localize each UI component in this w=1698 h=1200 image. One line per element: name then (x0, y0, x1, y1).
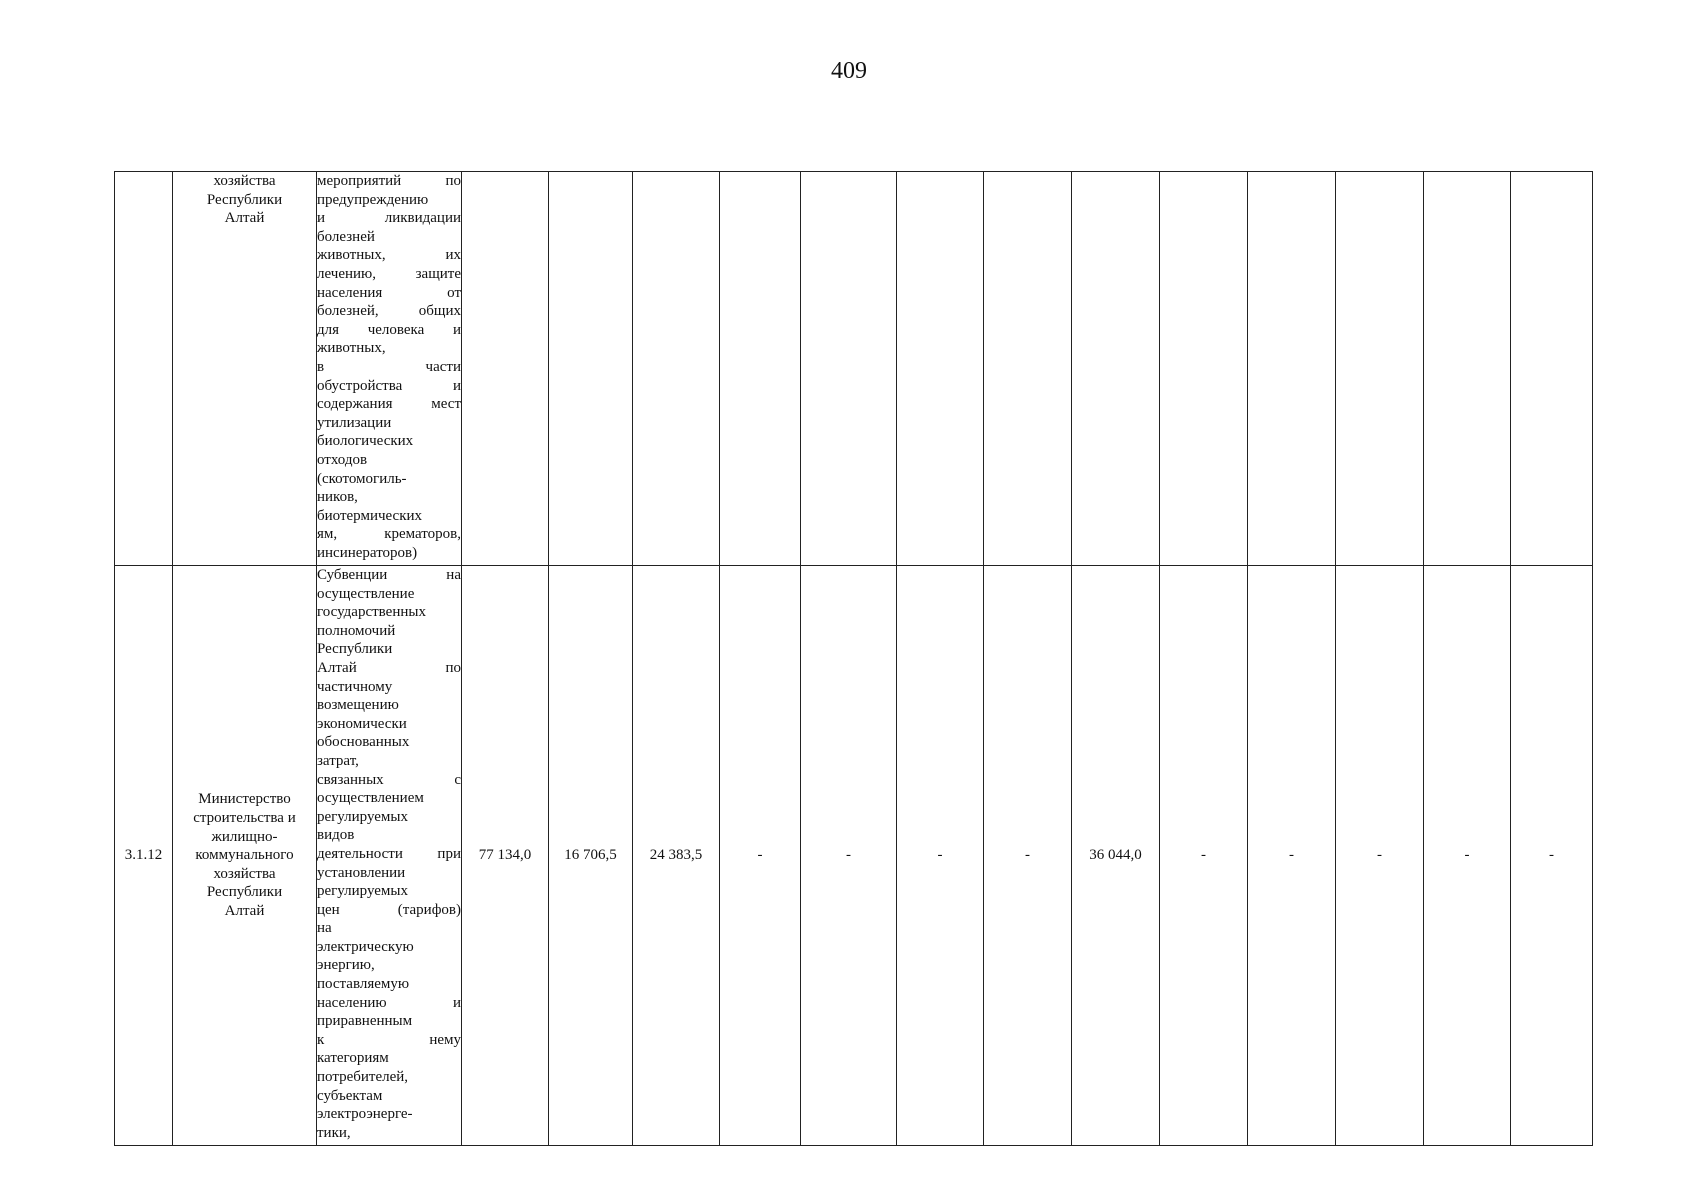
executor-line: Республики (206, 191, 283, 208)
value-cell (984, 172, 1072, 566)
value-cell: - (1160, 566, 1248, 1146)
description-line: животных, (317, 340, 386, 357)
value-cell: 36 044,0 (1072, 566, 1160, 1146)
value-cell: - (984, 566, 1072, 1146)
description-line: Республики (317, 641, 393, 658)
description-line: затрат, (317, 752, 359, 769)
row-number-cell: 3.1.12 (115, 566, 173, 1146)
executor-line: строительства и (193, 810, 296, 827)
value-cell (801, 172, 897, 566)
description-line: предупреждению (317, 191, 429, 208)
value-cell (633, 172, 720, 566)
executor-line: коммунального (195, 847, 294, 864)
description-line: приравненным (317, 1013, 413, 1030)
value-cell: - (1424, 566, 1511, 1146)
description-line: деятельности при (317, 845, 461, 862)
description-line: энергию, (317, 957, 375, 974)
description-line: электрическую (317, 938, 414, 955)
description-line: видов (317, 827, 355, 844)
value-cell (1336, 172, 1424, 566)
value-cell (462, 172, 549, 566)
description-line: частичному (317, 678, 393, 695)
description-line: обустройства и (317, 377, 461, 394)
description-line: ям, крематоров, (317, 526, 461, 543)
description-line: экономически (317, 715, 407, 732)
page-number: 409 (831, 58, 867, 84)
description-line: связанных с (317, 771, 461, 788)
description-line: населения от (317, 284, 461, 301)
executor-line: хозяйства (213, 865, 276, 882)
value-cell: - (897, 566, 984, 1146)
description-line: государственных (317, 604, 426, 621)
description-line: и ликвидации (317, 210, 461, 227)
value-cell (1160, 172, 1248, 566)
table-row (115, 172, 1593, 566)
executor-line: Министерство (198, 791, 291, 808)
value-cell: - (1336, 566, 1424, 1146)
description-line: осуществлением (317, 790, 424, 807)
value-cell: - (1511, 566, 1593, 1146)
executor-line: хозяйства (213, 173, 276, 189)
description-line: инсинераторов) (317, 544, 418, 561)
description-line: болезней, общих (317, 303, 461, 320)
description-line: для человека и (317, 321, 461, 338)
description-line: регулируемых (317, 883, 408, 900)
description-cell (317, 172, 462, 566)
executor-cell (173, 172, 317, 566)
budget-table (114, 171, 1593, 1146)
description-line: болезней (317, 228, 375, 245)
description-line: поставляемую (317, 976, 410, 993)
executor-line: Алтай (224, 210, 265, 227)
description-line: населению и (317, 994, 461, 1011)
value-cell: - (1248, 566, 1336, 1146)
value-cell: - (720, 566, 801, 1146)
description-line: мероприятий по (317, 173, 461, 189)
value-cell (1248, 172, 1336, 566)
description-line: биологических (317, 433, 414, 450)
description-line: (скотомогиль- (317, 470, 407, 487)
value-cell: 16 706,5 (549, 566, 633, 1146)
description-line: установлении (317, 864, 406, 881)
description-cell (317, 566, 462, 1146)
description-line: возмещению (317, 697, 399, 714)
description-line: потребителей, (317, 1069, 409, 1086)
description-line: Алтай по (317, 659, 461, 676)
value-cell: 77 134,0 (462, 566, 549, 1146)
description-line: категориям (317, 1050, 389, 1067)
executor-line: жилищно- (211, 828, 278, 845)
description-line: обоснованных (317, 734, 410, 751)
description-line: биотермических (317, 507, 423, 524)
description-line: Субвенции на (317, 567, 461, 583)
description-line: утилизации (317, 414, 392, 431)
value-cell (1511, 172, 1593, 566)
description-line: на (317, 920, 332, 937)
value-cell (549, 172, 633, 566)
table-row (115, 566, 1593, 1146)
value-cell: - (801, 566, 897, 1146)
value-cell (1072, 172, 1160, 566)
description-line: осуществление (317, 585, 415, 602)
value-cell (897, 172, 984, 566)
row-number-cell (115, 172, 173, 566)
description-line: содержания мест (317, 396, 461, 413)
executor-line: Алтай (224, 902, 265, 919)
description-line: тики, (317, 1124, 351, 1141)
description-line: отходов (317, 451, 368, 468)
description-line: электроэнерге- (317, 1106, 413, 1123)
executor-line: Республики (206, 884, 283, 901)
description-line: лечению, защите (317, 265, 461, 282)
description-line: животных, их (317, 247, 461, 264)
description-line: к нему (317, 1031, 461, 1048)
value-cell (1424, 172, 1511, 566)
description-line: субъектам (317, 1087, 383, 1104)
value-cell: 24 383,5 (633, 566, 720, 1146)
description-line: полномочий (317, 622, 396, 639)
description-line: регулируемых (317, 808, 408, 825)
description-line: в части (317, 358, 461, 375)
description-line: ников, (317, 489, 358, 506)
description-line: цен (тарифов) (317, 901, 461, 918)
value-cell (720, 172, 801, 566)
executor-cell (173, 566, 317, 1146)
